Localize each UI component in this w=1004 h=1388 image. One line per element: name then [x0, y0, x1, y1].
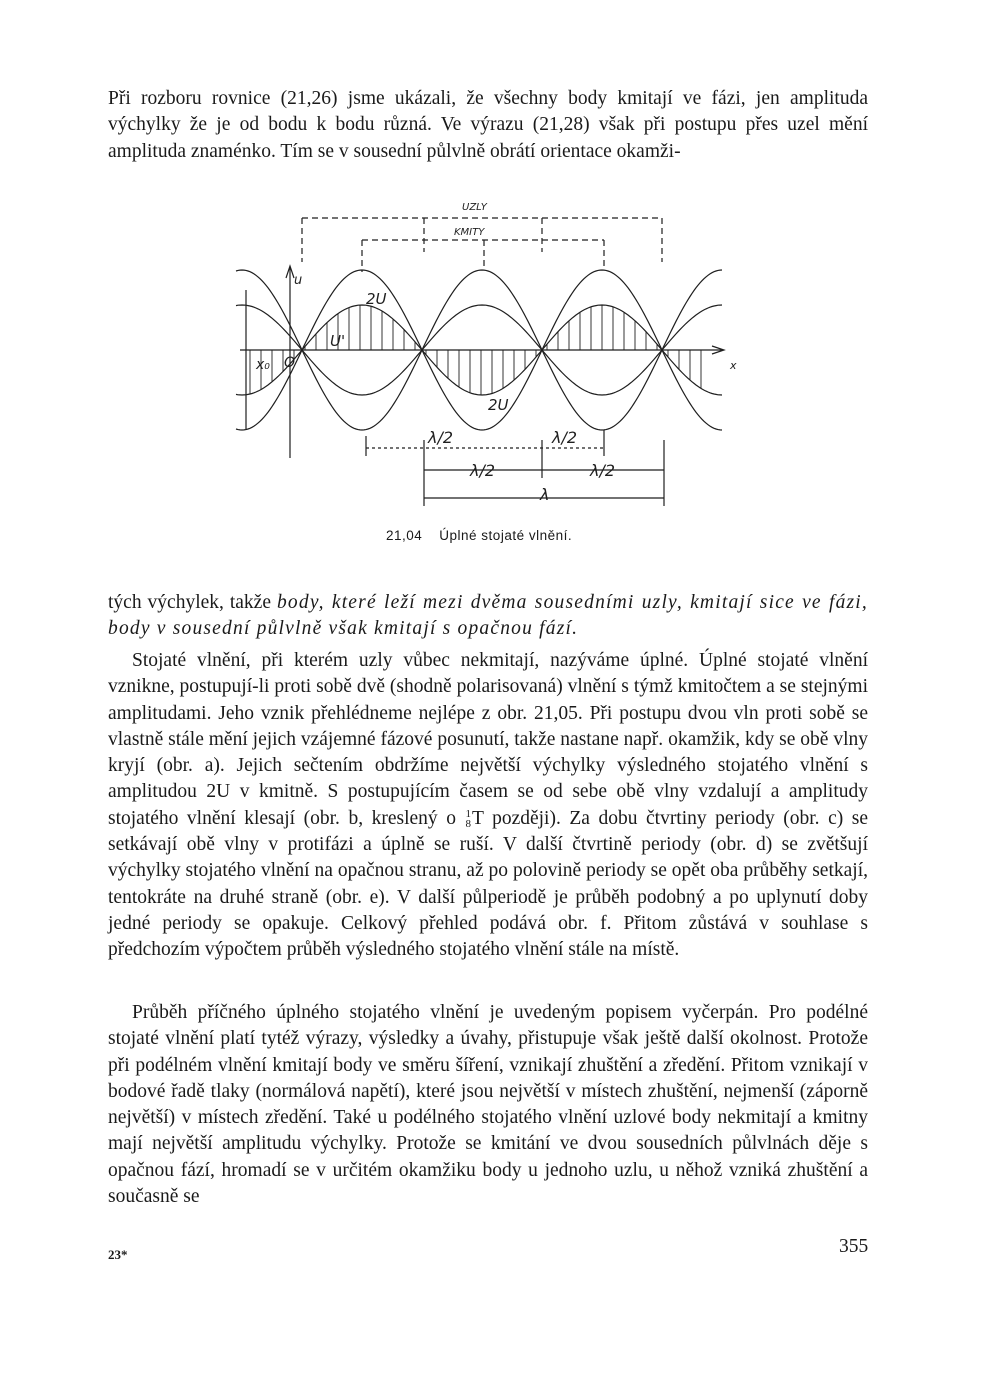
label-kmitny: KMITY	[454, 227, 485, 238]
page-number: 355	[839, 1236, 869, 1257]
kmitny-bracket	[362, 240, 604, 272]
paragraph-4	[108, 1000, 868, 1210]
signature-mark: 23*	[108, 1247, 128, 1262]
label-2U-top: 2U	[366, 290, 387, 308]
label-half-lambda-2: λ/2	[552, 428, 578, 447]
paragraph-3	[108, 648, 868, 964]
label-half-lambda-1: λ/2	[428, 428, 454, 447]
label-x: x	[730, 359, 737, 372]
label-uzly: UZLY	[462, 202, 487, 213]
label-origin: O	[284, 355, 296, 371]
label-2U-bottom: 2U	[488, 396, 509, 414]
para2-lead: tých výchylek, takže	[108, 592, 277, 613]
para3-b: T později). Za dobu čtvrtiny periody (obr. c) se setkávají obě vlny v protifázi a úplně se ruší. V další čtvrtině periody (obr. d) se zvětšují výchylky stojatého vlnění na opačnou stranu, až po polovině periody se opět oba průběhy setkají, tentokráte na druhé straně (obr. e). V další půlperiodě je průběh podobný a po uplynutí doby jedné periody se opakuje. Celkový přehled podává obr. f. Přitom zůstává v souhlase s předchozím výpočtem průběh výsledného stojatého vlnění stále na místě.	[108, 807, 869, 961]
fraction-one-eighth: 1 8	[465, 808, 471, 831]
figure-caption: 21,04 Úplné stojaté vlnění.	[386, 528, 573, 543]
label-u: u	[294, 273, 303, 288]
standing-wave-figure	[0, 0, 1004, 560]
label-U-prime: U'	[330, 332, 346, 350]
label-half-lambda-4: λ/2	[590, 461, 616, 480]
paragraph-top: Při rozboru rovnice (21,26) jsme ukázali, že všechny body kmitají ve fázi, jen amplituda výchylky že je od bodu k bodu různá. Ve výrazu (21,28) však při postupu přes uzel mění amplituda znaménko. Tím se v sousední půlvlně obrátí orientace okamži-	[108, 88, 868, 162]
para3-a: Stojaté vlnění, při kterém uzly vůbec nekmitají, nazýváme úplné. Úplné stojaté vlnění vznikne, postupují-li proti sobě dvě (shodně polarisovaná) vlnění s týmž kmitočtem a se stejnými amplitudami. Jeho vznik přehlédneme nejlépe z obr. 21,05. Při postupu dvou vln proti sobě se vlastně stále mění jejich vzájemné fázové posunutí, takže nastane např. okamžik, kdy se obě vlny kryjí (obr. a). Jejich sečtením obdržíme největší výchylky výsledného stojatého vlnění s amplitudou 2U v kmitně. S postupujícím časem se od sebe obě vlny vzdalují a amplitudy stojatého vlnění klesají (obr. b, kreslený o	[108, 650, 868, 829]
label-x0: x₀	[256, 357, 270, 373]
label-half-lambda-3: λ/2	[470, 461, 496, 480]
paragraph-2	[108, 590, 868, 643]
para2-emphasis: body, které leží mezi dvěma sousedními uzly, kmitají sice ve fázi, body v sousední půlvlně však kmitají s opačnou fází.	[108, 592, 869, 640]
para4-text: Průběh příčného úplného stojatého vlnění je uvedeným popisem vyčerpán. Pro podélné stojaté vlnění platí tytéž výrazy, výsledky a úvahy, přistupuje však ještě další okolnost. Protože při podélném vlnění kmitají body ve směru šíření, vznikají zhuštění a zředění. Přitom vznikají v bodové řadě tlaky (normálová napětí), které jsou největší v místech zhuštění, nejmenší (záporně největší) v místech zředění. Také u podélného stojatého vlnění uzlové body nekmitají a kmitny mají největší amplitudu výchylky. Protože se kmitání ve dvou sousedních půlvlnách děje s opačnou fází, hromadí se v určitém okamžiku body u jednoho uzlu, u něhož vzniká zhuštění a současně se	[108, 1002, 868, 1208]
label-lambda: λ	[540, 485, 550, 504]
